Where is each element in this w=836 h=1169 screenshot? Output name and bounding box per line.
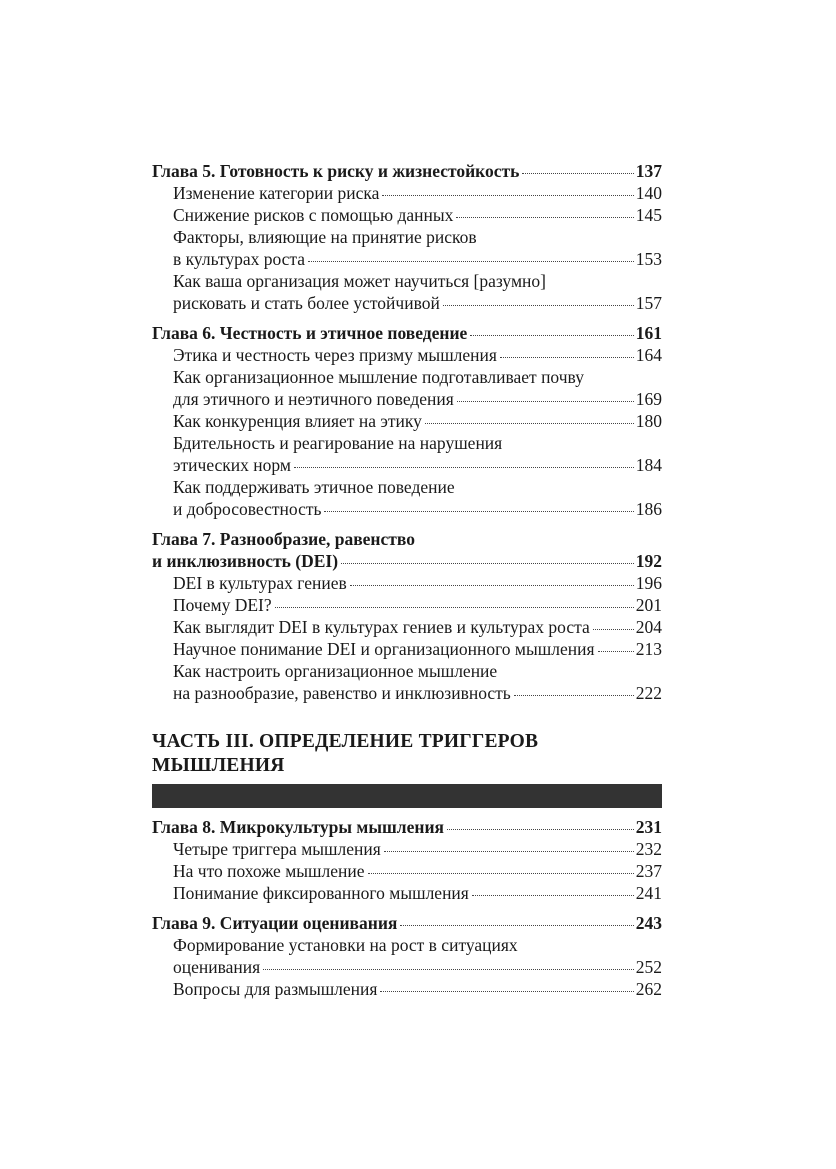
chapter-title-text: Глава 8. Микрокультуры мышления [152,817,444,837]
page-number: 237 [635,861,662,881]
entry-text: Изменение категории риска [173,183,380,203]
toc-chapter-8 [152,816,662,904]
part-heading[interactable] [152,730,662,808]
toc-entry[interactable] [173,616,662,638]
toc-entry[interactable] [173,388,662,410]
entry-text: Снижение рисков с помощью данных [173,205,454,225]
leader-dots [470,335,633,336]
leader-dots [598,651,634,652]
toc-entry-line[interactable]: Как ваша организация может научиться [разумно] [173,271,546,291]
toc-entry[interactable] [173,498,662,520]
toc-entry[interactable] [173,882,662,904]
entry-text: На что похоже мышление [173,861,365,881]
leader-dots [457,401,634,402]
entry-text: Четыре триггера мышления [173,839,381,859]
toc-entry[interactable] [173,956,662,978]
leader-dots [382,195,633,196]
entry-text: Этика и честность через призму мышления [173,345,497,365]
page-number: 232 [635,839,662,859]
entry-text: для этичного и неэтичного поведения [173,389,454,409]
leader-dots [522,173,633,174]
page-number: 252 [635,957,662,977]
leader-dots [384,851,634,852]
part-heading-line-1: ЧАСТЬ III. ОПРЕДЕЛЕНИЕ ТРИГГЕРОВ [152,731,539,752]
toc-entry[interactable] [173,978,662,1000]
part-divider [152,784,662,808]
leader-dots [294,467,634,468]
leader-dots [400,925,633,926]
toc-entry[interactable] [173,572,662,594]
leader-dots [263,969,634,970]
page-number: 140 [635,183,662,203]
entry-text: рисковать и стать более устойчивой [173,293,440,313]
leader-dots [350,585,634,586]
page-number: 201 [635,595,662,615]
entry-text: этических норм [173,455,291,475]
leader-dots [275,607,634,608]
page-number: 145 [635,205,662,225]
leader-dots [324,511,633,512]
entry-text: оценивания [173,957,261,977]
page-number: 184 [635,455,662,475]
toc-chapter-9 [152,912,662,1000]
page-number: 153 [635,249,662,269]
page-number: 262 [635,979,662,999]
entry-text: Научное понимание DEI и организационного мышления [173,639,595,659]
toc-chapter-title[interactable] [152,912,662,934]
toc-chapter-5 [152,160,662,314]
chapter-title-text: Глава 5. Готовность к риску и жизнестойкость [152,161,520,181]
entry-text: Вопросы для размышления [173,979,378,999]
entry-text: Как конкуренция влияет на этику [173,411,422,431]
toc-entry-line[interactable]: Как настроить организационное мышление [173,661,498,681]
toc-entry[interactable] [173,682,662,704]
page-number: 192 [635,551,662,571]
toc-entry[interactable] [173,248,662,270]
page-number: 231 [635,817,662,837]
page-number: 180 [635,411,662,431]
chapter-title-text: Глава 9. Ситуации оценивания [152,913,398,933]
toc-entry[interactable] [173,182,662,204]
leader-dots [308,261,634,262]
page-number: 243 [635,913,662,933]
leader-dots [472,895,634,896]
toc-entry-line[interactable]: Формирование установки на рост в ситуациях [173,935,518,955]
entry-text: Понимание фиксированного мышления [173,883,469,903]
part-heading-line-2: МЫШЛЕНИЯ [152,755,285,776]
toc-chapter-title[interactable] [152,550,662,572]
toc-entry[interactable] [173,594,662,616]
entry-text: Почему DEI? [173,595,272,615]
toc-entry[interactable] [173,454,662,476]
leader-dots [425,423,634,424]
toc-entry[interactable] [173,860,662,882]
page-number: 204 [635,617,662,637]
toc-entry[interactable] [173,410,662,432]
toc-entry-line[interactable]: Бдительность и реагирование на нарушения [173,433,503,453]
leader-dots [443,305,634,306]
page-number: 222 [635,683,662,703]
chapter-title-text: Глава 6. Честность и этичное поведение [152,323,468,343]
toc-chapter-6 [152,322,662,520]
toc-entry-line[interactable]: Как организационное мышление подготавливает почву [173,367,584,387]
page-number: 213 [635,639,662,659]
toc-chapter-title[interactable] [152,816,662,838]
page-number: 186 [635,499,662,519]
entry-text: в культурах роста [173,249,306,269]
page-number: 196 [635,573,662,593]
leader-dots [500,357,634,358]
leader-dots [380,991,633,992]
toc-entry-line[interactable]: Факторы, влияющие на принятие рисков [173,227,477,247]
leader-dots [447,829,634,830]
toc-chapter-7 [152,528,662,704]
entry-text: и добросовестность [173,499,322,519]
chapter-title-text: и инклюзивность (DEI) [152,551,339,571]
table-of-contents [152,160,662,1008]
page-number: 241 [635,883,662,903]
leader-dots [368,873,634,874]
toc-chapter-title[interactable] [152,160,662,182]
leader-dots [341,563,634,564]
page-number: 137 [635,161,662,181]
toc-entry[interactable] [173,638,662,660]
page-number: 169 [635,389,662,409]
leader-dots [593,629,634,630]
toc-entry[interactable] [173,344,662,366]
toc-entry[interactable] [173,292,662,314]
toc-entry-line[interactable]: Как поддерживать этичное поведение [173,477,455,497]
entry-text: DEI в культурах гениев [173,573,347,593]
page-number: 161 [635,323,662,343]
page-number: 157 [635,293,662,313]
leader-dots [514,695,634,696]
page-number: 164 [635,345,662,365]
entry-text: на разнообразие, равенство и инклюзивность [173,683,511,703]
toc-chapter-title-line[interactable]: Глава 7. Разнообразие, равенство [152,529,415,549]
toc-entry[interactable] [173,204,662,226]
entry-text: Как выглядит DEI в культурах гениев и культурах роста [173,617,590,637]
leader-dots [456,217,633,218]
toc-entry[interactable] [173,838,662,860]
toc-chapter-title[interactable] [152,322,662,344]
